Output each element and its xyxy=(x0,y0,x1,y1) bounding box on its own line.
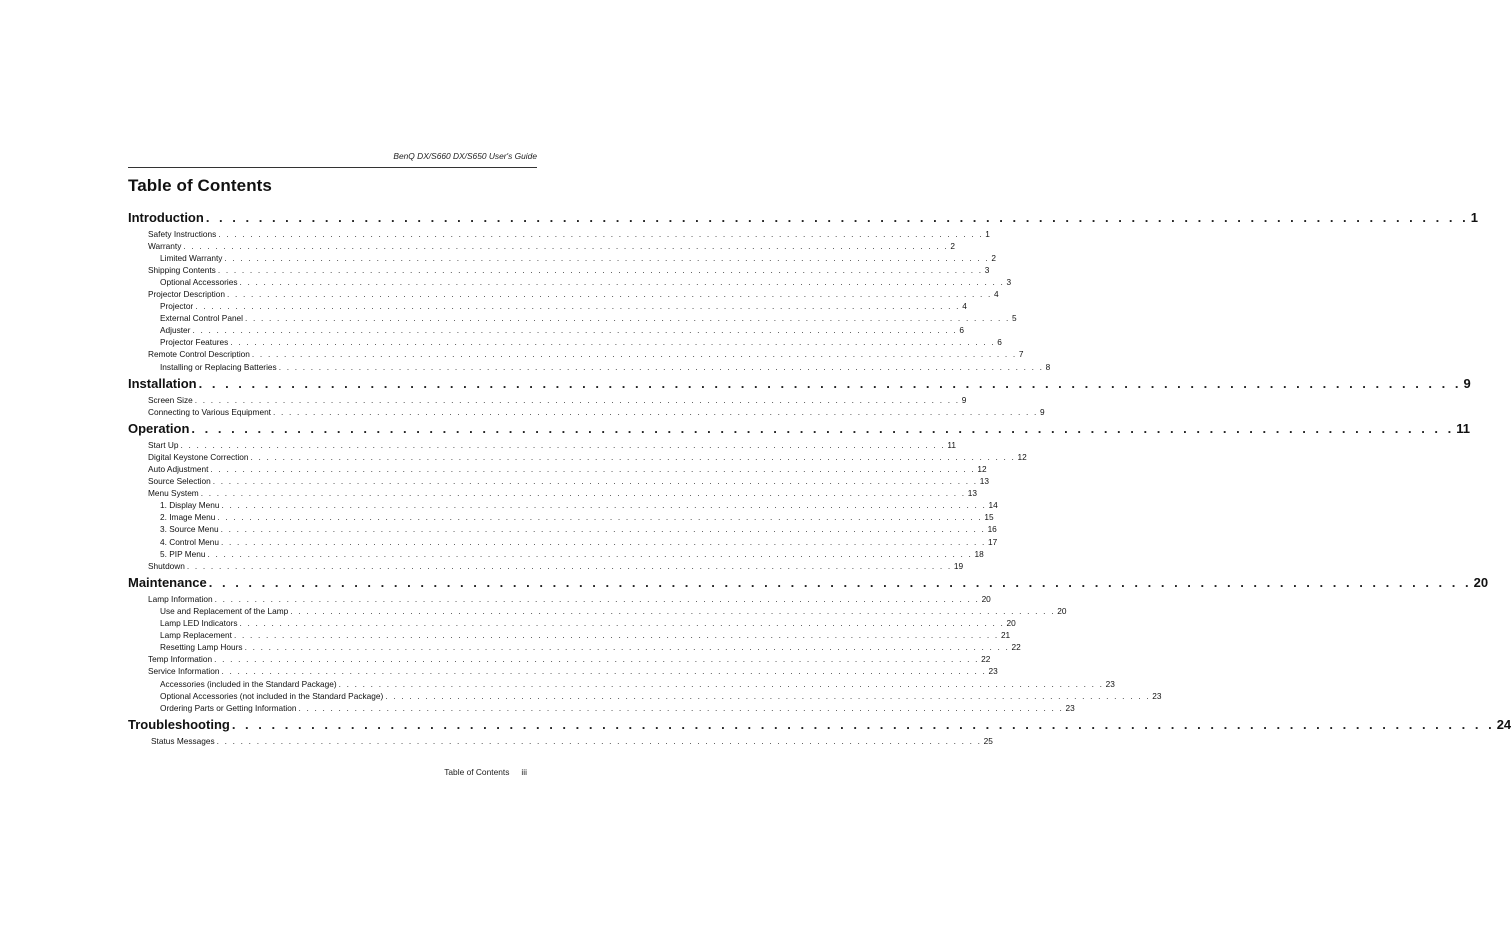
toc-entry-label: Temp Information xyxy=(148,654,213,665)
toc-entry-label: Introduction xyxy=(128,210,204,225)
toc-subsection-entry[interactable] xyxy=(128,312,1017,324)
toc-subsection-entry[interactable] xyxy=(128,324,965,336)
dot-leader: . . . . . . . . . . . . . . . . . . . . . . . . . . . . . . . . . . . . . . . . . . . . . . . . . . . . . . . . . . . . . . . . . . . . . . . . . . . . . . . . . . . . . . . . . . . . . . . . xyxy=(230,337,996,348)
toc-entry-page-number: 23 xyxy=(1152,690,1162,701)
toc-subsection-entry[interactable] xyxy=(128,276,1012,288)
toc-entry-label: Operation xyxy=(128,421,190,437)
toc-subsection-entry[interactable] xyxy=(128,548,984,560)
toc-entry-label: Safety Instructions xyxy=(148,228,217,239)
toc-subsection-entry[interactable] xyxy=(128,678,1115,690)
toc-chapter-entry[interactable] xyxy=(128,419,1471,438)
dot-leader: . . . . . . . . . . . . . . . . . . . . . . . . . . . . . . . . . . . . . . . . . . . . . . . . . . . . . . . . . . . . . . . . . . . . . . . . . . . . . . . . . . . . . . . . . . . . . . . . xyxy=(192,325,958,336)
toc-entry-label: Service Information xyxy=(148,666,220,677)
toc-section-entry[interactable] xyxy=(128,394,967,406)
toc-entry-label: Remote Control Description xyxy=(148,349,250,360)
toc-entry-label: Status Messages xyxy=(151,735,215,746)
toc-entry-label: Optional Accessories xyxy=(160,276,238,287)
toc-entry-label: Limited Warranty xyxy=(160,252,223,263)
toc-subsection-entry[interactable] xyxy=(128,511,994,523)
table-of-contents xyxy=(128,208,1511,747)
toc-entry-label: Digital Keystone Correction xyxy=(148,451,249,462)
toc-entry-page-number: 12 xyxy=(977,464,987,474)
toc-entry-label: Shipping Contents xyxy=(148,264,216,275)
toc-entry-label: Connecting to Various Equipment xyxy=(148,406,271,417)
toc-entry-page-number: 20 xyxy=(1006,618,1016,629)
toc-section-entry[interactable] xyxy=(128,406,1045,418)
toc-entry-page-number: 7 xyxy=(1018,349,1024,360)
page-footer xyxy=(128,767,527,777)
dot-leader: . . . . . . . . . . . . . . . . . . . . . . . . . . . . . . . . . . . . . . . . . . . . . . . . . . . . . . . . . . . . . . . . . . . . . . . . . . . . . . . . . . . . . . . . . . . . . . . . xyxy=(194,394,960,405)
toc-entry-label: Ordering Parts or Getting Information xyxy=(160,702,297,713)
toc-entry-page-number: 20 xyxy=(1473,575,1489,591)
dot-leader: . . . . . . . . . . . . . . . . . . . . . . . . . . . . . . . . . . . . . . . . . . . . . . . . . . . . . . . . . . . . . . . . . . . . . . . . . . . . . . . . . . . . . . . . . . . . . . . . xyxy=(183,240,949,251)
dot-leader: . . . . . . . . . . . . . . . . . . . . . . . . . . . . . . . . . . . . . . . . . . . . . . . . . . . . . . . . . . . . . . . . . . . . . . . . . . . . . . . . . . . . . . . . . . . . . . . . xyxy=(231,717,1495,733)
dot-leader: . . . . . . . . . . . . . . . . . . . . . . . . . . . . . . . . . . . . . . . . . . . . . . . . . . . . . . . . . . . . . . . . . . . . . . . . . . . . . . . . . . . . . . . . . . . . . . . . xyxy=(214,593,980,604)
toc-entry-page-number: 14 xyxy=(988,500,998,511)
dot-leader: . . . . . . . . . . . . . . . . . . . . . . . . . . . . . . . . . . . . . . . . . . . . . . . . . . . . . . . . . . . . . . . . . . . . . . . . . . . . . . . . . . . . . . . . . . . . . . . . xyxy=(221,536,987,547)
dot-leader: . . . . . . . . . . . . . . . . . . . . . . . . . . . . . . . . . . . . . . . . . . . . . . . . . . . . . . . . . . . . . . . . . . . . . . . . . . . . . . . . . . . . . . . . . . . . . . . . xyxy=(212,476,978,487)
dot-leader: . . . . . . . . . . . . . . . . . . . . . . . . . . . . . . . . . . . . . . . . . . . . . . . . . . . . . . . . . . . . . . . . . . . . . . . . . . . . . . . . . . . . . . . . . . . . . . . . xyxy=(227,288,992,299)
toc-entry-page-number: 1 xyxy=(1470,210,1478,225)
toc-entry-page-number: 13 xyxy=(979,476,989,487)
toc-section-entry[interactable] xyxy=(128,593,991,605)
page-title: Table of Contents xyxy=(128,176,272,195)
toc-entry-label: Optional Accessories (not included in the Standard Package) xyxy=(160,690,384,701)
toc-section-entry[interactable] xyxy=(128,463,987,475)
toc-entry-page-number: 20 xyxy=(1057,605,1067,616)
dot-leader: . . . . . . . . . . . . . . . . . . . . . . . . . . . . . . . . . . . . . . . . . . . . . . . . . . . . . . . . . . . . . . . . . . . . . . . . . . . . . . . . . . . . . . . . . . . . . . . . xyxy=(216,735,982,746)
toc-entry-page-number: 4 xyxy=(994,288,999,299)
toc-entry-label: 5. PIP Menu xyxy=(160,548,206,559)
dot-leader: . . . . . . . . . . . . . . . . . . . . . . . . . . . . . . . . . . . . . . . . . . . . . . . . . . . . . . . . . . . . . . . . . . . . . . . . . . . . . . . . . . . . . . . . . . . . . . . . xyxy=(244,642,1010,653)
dot-leader: . . . . . . . . . . . . . . . . . . . . . . . . . . . . . . . . . . . . . . . . . . . . . . . . . . . . . . . . . . . . . . . . . . . . . . . . . . . . . . . . . . . . . . . . . . . . . . . . xyxy=(191,421,1455,437)
toc-section-entry[interactable] xyxy=(128,653,991,665)
footer-page-number: iii xyxy=(521,767,527,777)
toc-entry-page-number: 22 xyxy=(1011,642,1021,653)
toc-entry-label: 1. Display Menu xyxy=(160,500,220,511)
dot-leader: . . . . . . . . . . . . . . . . . . . . . . . . . . . . . . . . . . . . . . . . . . . . . . . . . . . . . . . . . . . . . . . . . . . . . . . . . . . . . . . . . . . . . . . . . . . . . . . . xyxy=(224,252,990,263)
toc-entry-label: Source Selection xyxy=(148,476,211,487)
toc-entry-page-number: 3 xyxy=(1006,276,1012,287)
toc-subsection-entry[interactable] xyxy=(128,702,1075,714)
toc-section-entry[interactable] xyxy=(128,735,993,747)
dot-leader: . . . . . . . . . . . . . . . . . . . . . . . . . . . . . . . . . . . . . . . . . . . . . . . . . . . . . . . . . . . . . . . . . . . . . . . . . . . . . . . . . . . . . . . . . . . . . . . . xyxy=(273,406,1038,417)
toc-entry-label: Installing or Replacing Batteries xyxy=(160,361,277,372)
dot-leader: . . . . . . . . . . . . . . . . . . . . . . . . . . . . . . . . . . . . . . . . . . . . . . . . . . . . . . . . . . . . . . . . . . . . . . . . . . . . . . . . . . . . . . . . . . . . . . . . xyxy=(221,666,987,677)
toc-entry-label: Maintenance xyxy=(128,575,207,591)
dot-leader: . . . . . . . . . . . . . . . . . . . . . . . . . . . . . . . . . . . . . . . . . . . . . . . . . . . . . . . . . . . . . . . . . . . . . . . . . . . . . . . . . . . . . . . . . . . . . . . . xyxy=(200,488,966,499)
toc-entry-page-number: 5 xyxy=(1012,313,1017,324)
dot-leader: . . . . . . . . . . . . . . . . . . . . . . . . . . . . . . . . . . . . . . . . . . . . . . . . . . . . . . . . . . . . . . . . . . . . . . . . . . . . . . . . . . . . . . . . . . . . . . . . xyxy=(250,451,1016,462)
dot-leader: . . . . . . . . . . . . . . . . . . . . . . . . . . . . . . . . . . . . . . . . . . . . . . . . . . . . . . . . . . . . . . . . . . . . . . . . . . . . . . . . . . . . . . . . . . . . . . . . xyxy=(239,618,1005,629)
toc-section-entry[interactable] xyxy=(128,475,989,487)
toc-section-entry[interactable] xyxy=(128,560,964,572)
dot-leader: . . . . . . . . . . . . . . . . . . . . . . . . . . . . . . . . . . . . . . . . . . . . . . . . . . . . . . . . . . . . . . . . . . . . . . . . . . . . . . . . . . . . . . . . . . . . . . . . xyxy=(278,361,1044,372)
dot-leader: . . . . . . . . . . . . . . . . . . . . . . . . . . . . . . . . . . . . . . . . . . . . . . . . . . . . . . . . . . . . . . . . . . . . . . . . . . . . . . . . . . . . . . . . . . . . . . . . xyxy=(251,349,1017,360)
dot-leader: . . . . . . . . . . . . . . . . . . . . . . . . . . . . . . . . . . . . . . . . . . . . . . . . . . . . . . . . . . . . . . . . . . . . . . . . . . . . . . . . . . . . . . . . . . . . . . . . xyxy=(198,376,1462,392)
toc-entry-label: 4. Control Menu xyxy=(160,536,220,547)
toc-entry-page-number: 9 xyxy=(1463,376,1471,392)
toc-entry-page-number: 21 xyxy=(1000,630,1011,641)
dot-leader: . . . . . . . . . . . . . . . . . . . . . . . . . . . . . . . . . . . . . . . . . . . . . . . . . . . . . . . . . . . . . . . . . . . . . . . . . . . . . . . . . . . . . . . . . . . . . . . . xyxy=(298,702,1064,713)
toc-section-entry[interactable] xyxy=(128,240,955,252)
toc-section-entry[interactable] xyxy=(128,665,998,677)
toc-entry-page-number: 8 xyxy=(1045,361,1051,372)
dot-leader: . . . . . . . . . . . . . . . . . . . . . . . . . . . . . . . . . . . . . . . . . . . . . . . . . . . . . . . . . . . . . . . . . . . . . . . . . . . . . . . . . . . . . . . . . . . . . . . . xyxy=(186,560,952,571)
toc-subsection-entry[interactable] xyxy=(128,690,1162,702)
toc-entry-label: Projector xyxy=(160,301,194,312)
toc-chapter-entry[interactable] xyxy=(128,208,1478,227)
dot-leader: . . . . . . . . . . . . . . . . . . . . . . . . . . . . . . . . . . . . . . . . . . . . . . . . . . . . . . . . . . . . . . . . . . . . . . . . . . . . . . . . . . . . . . . . . . . . . . . . xyxy=(233,630,999,641)
toc-entry-label: Screen Size xyxy=(148,394,193,405)
toc-entry-page-number: 23 xyxy=(1065,702,1075,713)
toc-subsection-entry[interactable] xyxy=(128,499,998,511)
running-header: BenQ DX/S660 DX/S650 User's Guide xyxy=(393,151,537,161)
dot-leader: . . . . . . . . . . . . . . . . . . . . . . . . . . . . . . . . . . . . . . . . . . . . . . . . . . . . . . . . . . . . . . . . . . . . . . . . . . . . . . . . . . . . . . . . . . . . . . . . xyxy=(239,276,1005,287)
toc-entry-page-number: 9 xyxy=(1039,406,1045,417)
dot-leader: . . . . . . . . . . . . . . . . . . . . . . . . . . . . . . . . . . . . . . . . . . . . . . . . . . . . . . . . . . . . . . . . . . . . . . . . . . . . . . . . . . . . . . . . . . . . . . . . xyxy=(245,313,1010,324)
toc-entry-page-number: 16 xyxy=(987,524,997,535)
toc-entry-page-number: 22 xyxy=(981,654,991,665)
toc-entry-page-number: 12 xyxy=(1017,451,1027,462)
toc-entry-page-number: 2 xyxy=(991,252,997,263)
toc-subsection-entry[interactable] xyxy=(128,641,1021,653)
toc-section-entry[interactable] xyxy=(128,348,1024,360)
toc-entry-page-number: 11 xyxy=(1456,421,1471,437)
toc-entry-page-number: 20 xyxy=(981,593,991,604)
toc-subsection-entry[interactable] xyxy=(128,252,997,264)
toc-entry-label: Auto Adjustment xyxy=(148,464,209,474)
toc-section-entry[interactable] xyxy=(128,439,957,451)
toc-entry-page-number: 15 xyxy=(984,512,994,523)
toc-entry-page-number: 3 xyxy=(984,264,990,275)
toc-subsection-entry[interactable] xyxy=(128,536,998,548)
dot-leader: . . . . . . . . . . . . . . . . . . . . . . . . . . . . . . . . . . . . . . . . . . . . . . . . . . . . . . . . . . . . . . . . . . . . . . . . . . . . . . . . . . . . . . . . . . . . . . . . xyxy=(207,548,973,559)
toc-entry-page-number: 24 xyxy=(1496,717,1511,733)
dot-leader: . . . . . . . . . . . . . . . . . . . . . . . . . . . . . . . . . . . . . . . . . . . . . . . . . . . . . . . . . . . . . . . . . . . . . . . . . . . . . . . . . . . . . . . . . . . . . . . . xyxy=(218,228,984,239)
toc-entry-label: Lamp LED Indicators xyxy=(160,618,238,629)
toc-entry-page-number: 9 xyxy=(961,394,967,405)
toc-subsection-entry[interactable] xyxy=(128,523,997,535)
toc-subsection-entry[interactable] xyxy=(128,617,1016,629)
dot-leader: . . . . . . . . . . . . . . . . . . . . . . . . . . . . . . . . . . . . . . . . . . . . . . . . . . . . . . . . . . . . . . . . . . . . . . . . . . . . . . . . . . . . . . . . . . . . . . . . xyxy=(208,575,1472,591)
toc-entry-page-number: 6 xyxy=(959,325,965,336)
toc-entry-label: Shutdown xyxy=(148,560,185,571)
toc-subsection-entry[interactable] xyxy=(128,605,1067,617)
toc-section-entry[interactable] xyxy=(128,264,990,276)
dot-leader: . . . . . . . . . . . . . . . . . . . . . . . . . . . . . . . . . . . . . . . . . . . . . . . . . . . . . . . . . . . . . . . . . . . . . . . . . . . . . . . . . . . . . . . . . . . . . . . . xyxy=(180,439,946,450)
dot-leader: . . . . . . . . . . . . . . . . . . . . . . . . . . . . . . . . . . . . . . . . . . . . . . . . . . . . . . . . . . . . . . . . . . . . . . . . . . . . . . . . . . . . . . . . . . . . . . . . xyxy=(385,690,1151,701)
toc-entry-label: Menu System xyxy=(148,488,199,499)
toc-chapter-entry[interactable] xyxy=(128,374,1471,393)
toc-entry-label: Adjuster xyxy=(160,325,191,336)
toc-subsection-entry[interactable] xyxy=(128,336,1002,348)
dot-leader: . . . . . . . . . . . . . . . . . . . . . . . . . . . . . . . . . . . . . . . . . . . . . . . . . . . . . . . . . . . . . . . . . . . . . . . . . . . . . . . . . . . . . . . . . . . . . . . . xyxy=(221,500,987,511)
header-rule xyxy=(128,167,537,168)
toc-entry-label: 2. Image Menu xyxy=(160,512,216,523)
toc-entry-label: Resetting Lamp Hours xyxy=(160,642,243,653)
toc-entry-label: Troubleshooting xyxy=(128,717,230,733)
toc-entry-page-number: 17 xyxy=(988,536,998,547)
toc-entry-page-number: 1 xyxy=(985,228,990,239)
toc-entry-label: Lamp Information xyxy=(148,593,213,604)
dot-leader: . . . . . . . . . . . . . . . . . . . . . . . . . . . . . . . . . . . . . . . . . . . . . . . . . . . . . . . . . . . . . . . . . . . . . . . . . . . . . . . . . . . . . . . . . . . . . . . . xyxy=(338,678,1104,689)
toc-entry-page-number: 19 xyxy=(953,560,964,571)
dot-leader: . . . . . . . . . . . . . . . . . . . . . . . . . . . . . . . . . . . . . . . . . . . . . . . . . . . . . . . . . . . . . . . . . . . . . . . . . . . . . . . . . . . . . . . . . . . . . . . . xyxy=(217,264,983,275)
toc-subsection-entry[interactable] xyxy=(128,361,1051,373)
toc-entry-label: External Control Panel xyxy=(160,313,244,324)
toc-entry-label: Use and Replacement of the Lamp xyxy=(160,605,289,616)
toc-entry-page-number: 11 xyxy=(947,439,957,450)
toc-entry-label: Warranty xyxy=(148,240,182,251)
toc-entry-page-number: 18 xyxy=(974,548,984,559)
toc-entry-label: Installation xyxy=(128,376,197,392)
toc-entry-page-number: 23 xyxy=(1105,678,1115,689)
toc-section-entry[interactable] xyxy=(128,288,999,300)
toc-section-entry[interactable] xyxy=(128,451,1027,463)
toc-section-entry[interactable] xyxy=(128,487,977,499)
toc-entry-page-number: 25 xyxy=(983,735,993,746)
dot-leader: . . . . . . . . . . . . . . . . . . . . . . . . . . . . . . . . . . . . . . . . . . . . . . . . . . . . . . . . . . . . . . . . . . . . . . . . . . . . . . . . . . . . . . . . . . . . . . . . xyxy=(217,512,983,523)
dot-leader: . . . . . . . . . . . . . . . . . . . . . . . . . . . . . . . . . . . . . . . . . . . . . . . . . . . . . . . . . . . . . . . . . . . . . . . . . . . . . . . . . . . . . . . . . . . . . . . . xyxy=(205,210,1469,225)
toc-subsection-entry[interactable] xyxy=(128,300,967,312)
toc-entry-page-number: 23 xyxy=(988,666,998,677)
toc-entry-label: Start Up xyxy=(148,439,179,450)
toc-entry-label: Lamp Replacement xyxy=(160,630,232,641)
toc-entry-label: Projector Features xyxy=(160,337,229,348)
toc-entry-page-number: 6 xyxy=(997,337,1002,348)
toc-entry-page-number: 13 xyxy=(967,488,977,499)
dot-leader: . . . . . . . . . . . . . . . . . . . . . . . . . . . . . . . . . . . . . . . . . . . . . . . . . . . . . . . . . . . . . . . . . . . . . . . . . . . . . . . . . . . . . . . . . . . . . . . . xyxy=(195,301,961,312)
toc-section-entry[interactable] xyxy=(128,228,990,240)
footer-section-label: Table of Contents xyxy=(444,767,510,777)
dot-leader: . . . . . . . . . . . . . . . . . . . . . . . . . . . . . . . . . . . . . . . . . . . . . . . . . . . . . . . . . . . . . . . . . . . . . . . . . . . . . . . . . . . . . . . . . . . . . . . . xyxy=(290,605,1056,616)
toc-entry-label: Accessories (included in the Standard Package) xyxy=(160,678,337,689)
toc-chapter-entry[interactable] xyxy=(128,573,1489,592)
toc-chapter-entry[interactable] xyxy=(128,715,1511,734)
dot-leader: . . . . . . . . . . . . . . . . . . . . . . . . . . . . . . . . . . . . . . . . . . . . . . . . . . . . . . . . . . . . . . . . . . . . . . . . . . . . . . . . . . . . . . . . . . . . . . . . xyxy=(210,464,976,474)
dot-leader: . . . . . . . . . . . . . . . . . . . . . . . . . . . . . . . . . . . . . . . . . . . . . . . . . . . . . . . . . . . . . . . . . . . . . . . . . . . . . . . . . . . . . . . . . . . . . . . . xyxy=(214,654,980,665)
toc-entry-label: Projector Description xyxy=(148,288,226,299)
dot-leader: . . . . . . . . . . . . . . . . . . . . . . . . . . . . . . . . . . . . . . . . . . . . . . . . . . . . . . . . . . . . . . . . . . . . . . . . . . . . . . . . . . . . . . . . . . . . . . . . xyxy=(220,524,986,535)
toc-entry-page-number: 4 xyxy=(962,301,967,312)
toc-entry-label: 3. Source Menu xyxy=(160,524,219,535)
toc-entry-page-number: 2 xyxy=(950,240,955,251)
toc-subsection-entry[interactable] xyxy=(128,629,1011,641)
